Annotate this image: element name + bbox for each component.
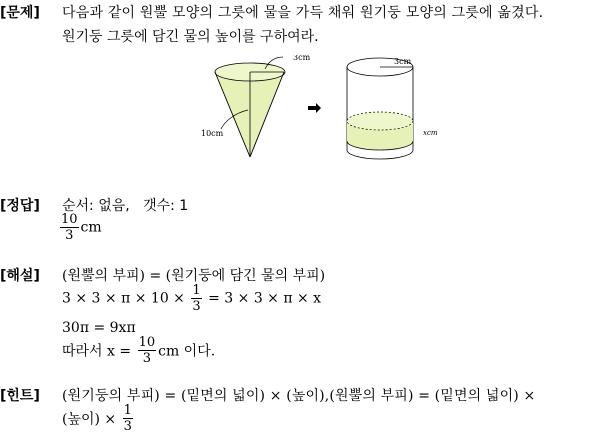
transfer-arrow-icon: [308, 103, 321, 113]
cylinder-radius-label: 3cm: [394, 57, 412, 66]
problem-label: [문제]: [0, 5, 40, 21]
cylinder-bottom-ellipse: [347, 150, 413, 159]
hint-line2-prefix: (높이) ×: [62, 411, 117, 428]
explanation-line4-suffix: cm 이다.: [158, 343, 216, 360]
hint-line2-frac-num: 1: [123, 403, 132, 418]
water-height-label: xcm: [423, 129, 438, 137]
hint-label: [힌트]: [0, 388, 40, 404]
problem-text-line1: 다음과 같이 원뿔 모양의 그릇에 물을 가득 채워 원기둥 모양의 그릇에 옮겼다.: [62, 5, 544, 21]
answer-meta: 순서: 없음, 갯수: 1: [62, 198, 189, 214]
explanation-line2-right: = 3 × 3 × π × x: [208, 290, 322, 307]
cone-radius-label: 3cm: [293, 55, 311, 62]
explanation-line3: 30π = 9xπ: [62, 320, 136, 336]
explanation-line4-frac-num: 10: [138, 335, 156, 350]
answer-frac-den: 3: [65, 228, 74, 243]
answer-unit: cm: [80, 219, 102, 236]
cone-height-label: 10cm: [201, 129, 224, 138]
hint-line2: [62, 403, 135, 434]
hint-line2-frac-den: 3: [123, 419, 132, 434]
explanation-line4-frac-den: 3: [142, 351, 151, 366]
explanation-line2: [62, 283, 321, 314]
explanation-line4-prefix: 따라서 x =: [62, 343, 132, 360]
hint-line1: (원기둥의 부피) = (밑면의 넓이) × (높이),(원뿔의 부피) = (밑면의 넓이) ×: [62, 388, 536, 404]
explanation-line2-frac-den: 3: [192, 299, 201, 314]
explanation-line1: (원뿔의 부피) = (원기둥에 담긴 물의 부피): [62, 268, 326, 284]
explanation-line2-frac-num: 1: [192, 283, 201, 298]
answer-frac-num: 10: [61, 212, 78, 227]
answer-value: [58, 212, 102, 243]
answer-label: [정답]: [0, 198, 40, 214]
cone-water: [215, 72, 284, 157]
explanation-line2-left: 3 × 3 × π × 10 ×: [62, 290, 185, 307]
problem-text-line2: 원기둥 그릇에 담긴 물의 높이를 구하여라.: [62, 29, 319, 45]
cylinder-water-surface: [347, 112, 413, 130]
explanation-line4: [62, 335, 215, 366]
explanation-label: [해설]: [0, 268, 40, 284]
cone-cylinder-figure: [195, 55, 445, 167]
